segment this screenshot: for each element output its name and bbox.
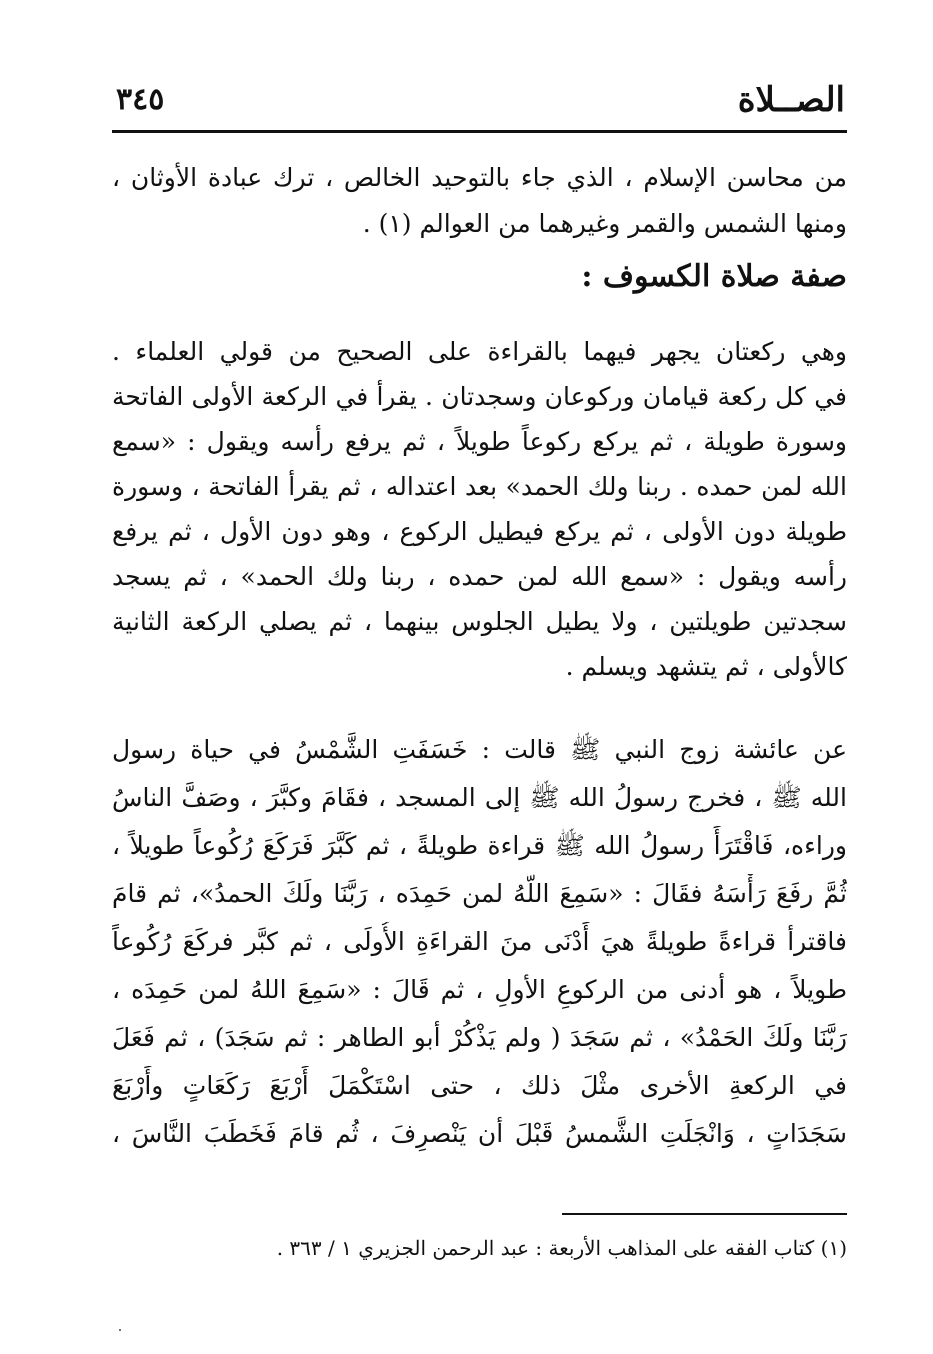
footnote-rule	[562, 1213, 847, 1215]
intro-line: ومنها الشمس والقمر وغيرهما من العوالم (١) .	[362, 209, 847, 238]
paragraph-line: الله لمن حمده . ربنا ولك الحمد» بعد اعتداله ، ثم يقرأ الفاتحة ، وسورة	[112, 472, 847, 501]
paragraph-line: رأسه ويقول : «سمع الله لمن حمده ، ربنا ولك الحمد» ، ثم يسجد	[112, 562, 847, 591]
paragraph-line: في كل ركعة قيامان وركوعان وسجدتان . يقرأ في الركعة الأولى الفاتحة	[112, 382, 847, 411]
hadith-line: في الركعةِ الأخرى مثْلَ ذلك ، حتى اسْتَكْمَلَ أَرْبَعَ رَكَعَاتٍ وأَرْبَعَ	[112, 1071, 847, 1100]
header-rule	[112, 130, 847, 133]
paragraph-line: وسورة طويلة ، ثم يركع ركوعاً طويلاً ، ثم يرفع رأسه ويقول : «سمع	[112, 427, 847, 456]
hadith-line: سَجَدَاتٍ ، وَانْجَلَتِ الشَّمسُ قَبْلَ أن يَنْصرِفَ ، ثُم قامَ فَخَطَبَ النَّاسَ ،	[112, 1119, 847, 1148]
hadith-line: فاقترأ قراءةً طويلةً هيَ أَدْنَى منَ القراءَةِ الأُولَى ، ثم كبَّر فركَعَ رُكُوعاً	[112, 927, 847, 956]
hadith-line: وراءه، فَاقْتَرَأَ رسولُ الله ﷺ قراءة طويلةً ، ثم كَبَّرَ فَرَكَعَ رُكُوعاً طويلاً ،	[112, 831, 847, 860]
running-title: الصــلاة	[737, 80, 845, 120]
footnote: (١) كتاب الفقه على المذاهب الأربعة : عبد الرحمن الجزيري ١ / ٣٦٣ .	[276, 1236, 847, 1260]
paragraph-line: كالأولى ، ثم يتشهد ويسلم .	[565, 652, 847, 681]
hadith-line: رَبَّنَا ولَكَ الحَمْدُ» ، ثم سَجَدَ ( ولم يَذْكُرْ أبو الطاهر : ثم سَجَدَ) ، ثم فَعَلَ	[112, 1023, 847, 1052]
scan-speck	[119, 1329, 121, 1331]
hadith-line: عن عائشة زوج النبي ﷺ قالت : خَسَفَتِ الشَّمْسُ في حياة رسول	[112, 735, 847, 764]
paragraph-line: وهي ركعتان يجهر فيهما بالقراءة على الصحيح من قولي العلماء .	[112, 337, 847, 366]
hadith-line: الله ﷺ ، فخرج رسولُ الله ﷺ إلى المسجد ، فقَامَ وكبَّرَ ، وصَفَّ الناسُ	[112, 783, 847, 812]
section-heading: صفة صلاة الكسوف :	[581, 259, 847, 294]
hadith-line: طويلاً ، هو أدنى من الركوعِ الأولِ ، ثم قَالَ : «سَمِعَ اللهُ لمن حَمِدَه ،	[112, 975, 847, 1004]
paragraph-line: سجدتين طويلتين ، ولا يطيل الجلوس بينهما ، ثم يصلي الركعة الثانية	[112, 607, 847, 636]
intro-line: من محاسن الإسلام ، الذي جاء بالتوحيد الخالص ، ترك عبادة الأوثان ،	[112, 163, 847, 192]
page-number: ٣٤٥	[116, 82, 165, 117]
paragraph-line: طويلة دون الأولى ، ثم يركع فيطيل الركوع ، وهو دون الأول ، ثم يرفع	[112, 517, 847, 546]
hadith-line: ثُمَّ رفَعَ رَأْسَهُ فقَالَ : «سَمِعَ اللَّهُ لمن حَمِدَه ، رَبَّنَا ولَكَ الحمدُ»، ثم قامَ	[112, 879, 847, 908]
